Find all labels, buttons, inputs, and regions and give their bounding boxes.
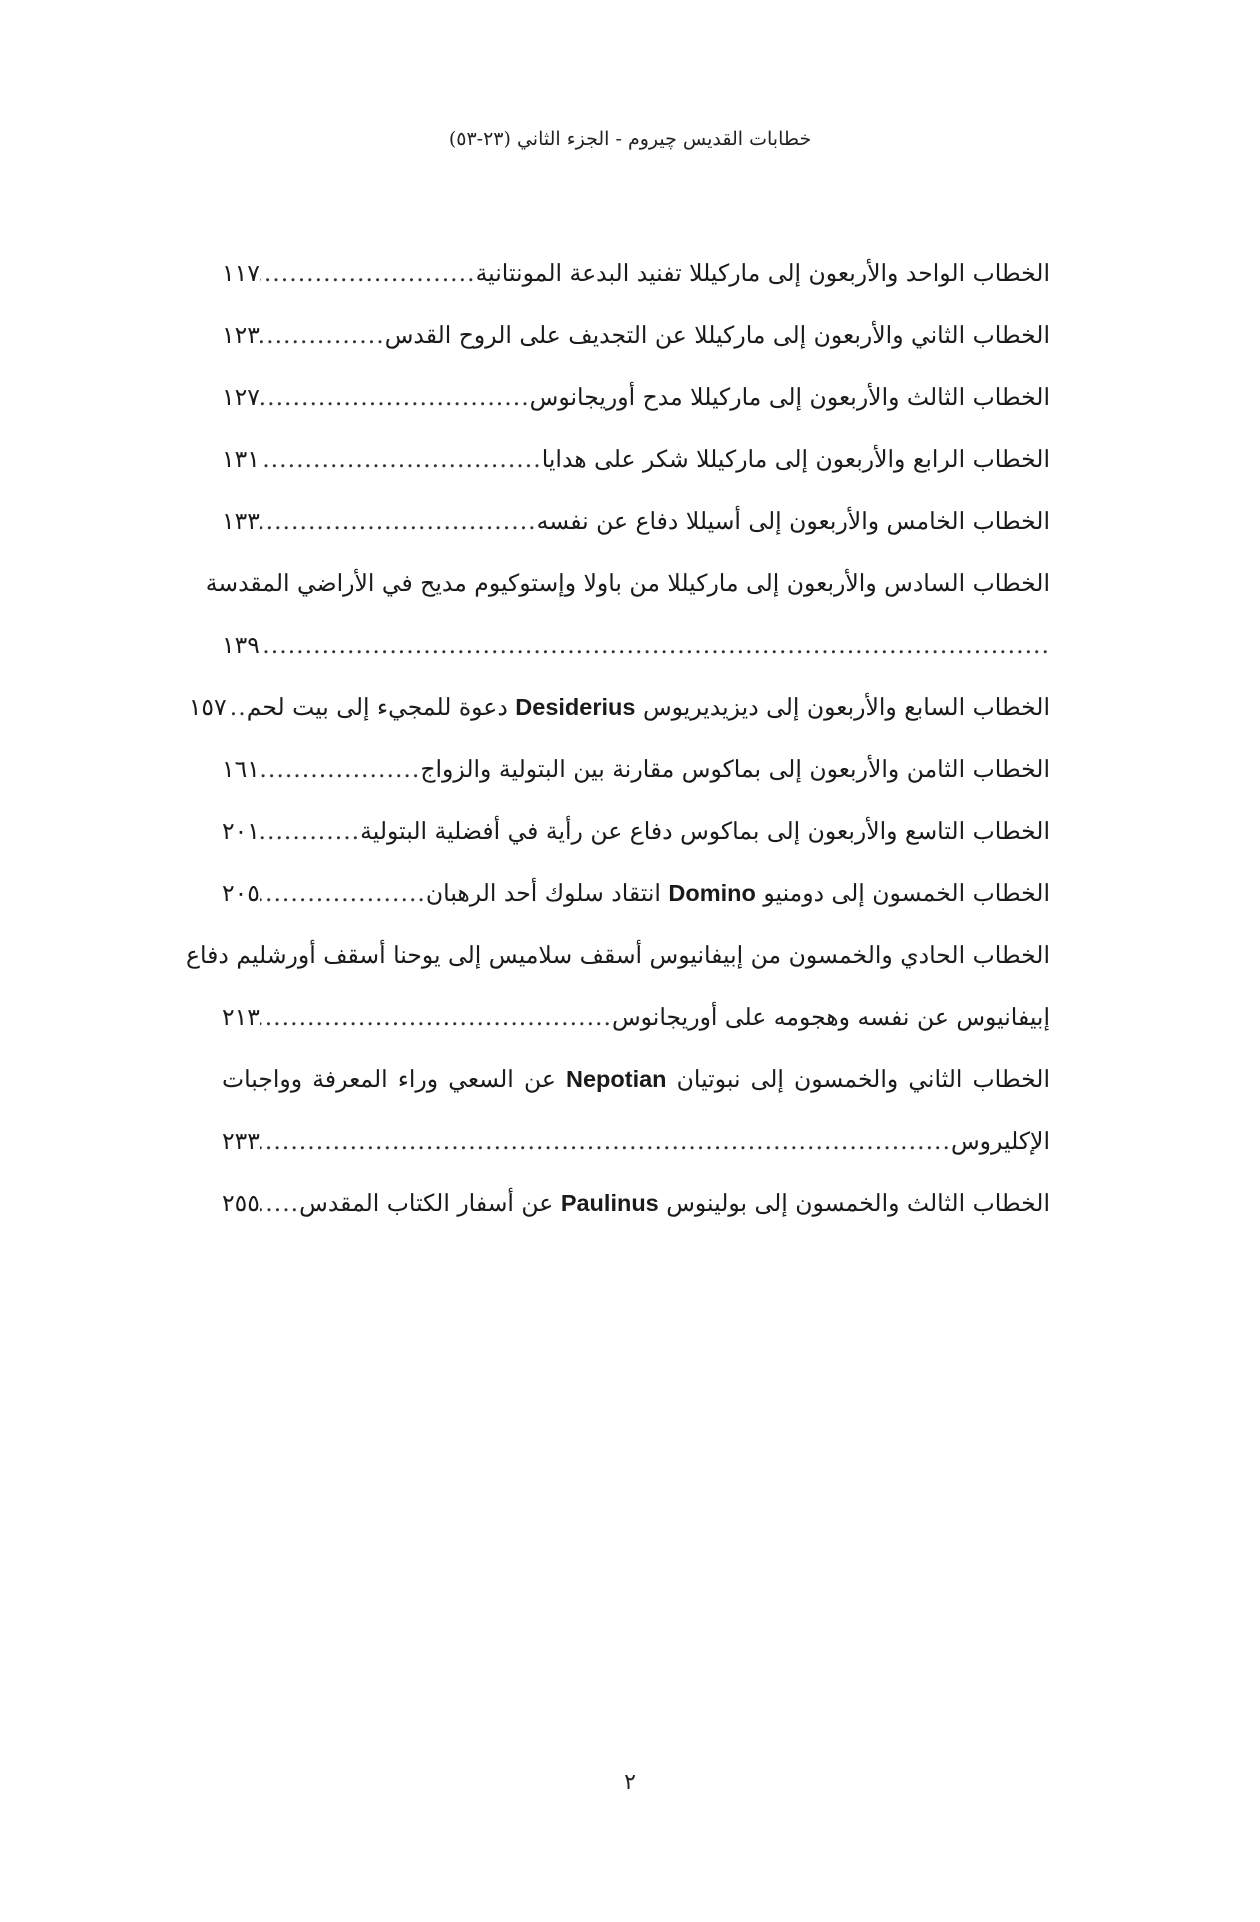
toc-entry-title: الخطاب السادس والأربعون إلى ماركيللا من باولا وإستوكيوم مديح في الأراضي المقدسة (205, 569, 1050, 597)
toc-entry-title: الخطاب الحادي والخمسون من إبيفانيوس أسقف سلاميس إلى يوحنا أسقف أورشليم دفاع (185, 941, 1050, 969)
toc-entry (222, 1172, 1050, 1234)
toc-entry-page: ١٦١ (222, 755, 260, 783)
toc-entry (222, 428, 1050, 490)
toc-entry-page: ١٢٧ (222, 383, 260, 411)
toc-entry-page: ١٣٣ (222, 507, 260, 535)
toc-entry-line2 (222, 986, 1050, 1048)
dot-leader (260, 862, 426, 924)
toc-entry-line1 (222, 1048, 1050, 1110)
toc-entry (222, 738, 1050, 800)
dot-leader (260, 614, 1050, 676)
toc-entry (222, 242, 1050, 304)
toc-entry-title-part: عن أسفار الكتاب المقدس (299, 1189, 554, 1217)
toc-entry-title-part: دعوة للمجيء إلى بيت لحم (246, 693, 508, 721)
latin-name: Paulinus (560, 1190, 659, 1216)
table-of-contents (185, 242, 1050, 1234)
toc-entry-title-cont: الإكليروس (951, 1127, 1050, 1155)
toc-entry-title: الخطاب الخامس والأربعون إلى أسيللا دفاع عن نفسه (536, 507, 1050, 535)
toc-entry-title: الخطاب الرابع والأربعون إلى ماركيللا شكر على هدايا (541, 445, 1050, 473)
latin-name: Nepotian (566, 1066, 667, 1092)
toc-entry-title-part: عن السعي وراء المعرفة وواجبات (222, 1065, 556, 1093)
dot-leader (260, 1172, 299, 1234)
toc-entry-title-cont: إبيفانيوس عن نفسه وهجومه على أوريجانوس (611, 1003, 1050, 1031)
toc-entry-line2 (222, 1110, 1050, 1172)
toc-entry-title: الخطاب الثامن والأربعون إلى بماكوس مقارنة بين البتولية والزواج (420, 755, 1050, 783)
toc-entry-page: ٢٣٣ (222, 1127, 260, 1155)
toc-entry-title-part: الخطاب الخمسون إلى دومنيو (763, 879, 1050, 907)
toc-entry-title (299, 1172, 1050, 1234)
toc-entry-title-part: الخطاب الثاني والخمسون إلى نبوتيان (676, 1065, 1050, 1093)
toc-entry (222, 862, 1050, 924)
toc-entry-line1 (185, 924, 1050, 986)
toc-entry (222, 490, 1050, 552)
dot-leader (260, 242, 476, 304)
dot-leader (260, 986, 612, 1048)
dot-leader (260, 1110, 951, 1172)
toc-entry-page: ٢٥٥ (222, 1189, 260, 1217)
toc-entry-title-part: انتقاد سلوك أحد الرهبان (425, 879, 661, 907)
toc-entry-title: الخطاب الواحد والأربعون إلى ماركيللا تفنيد البدعة المونتانية (475, 259, 1050, 287)
toc-entry (222, 304, 1050, 366)
toc-entry-title (426, 862, 1050, 924)
toc-entry-line1 (205, 552, 1050, 614)
toc-entry-page: ١٢٣ (222, 321, 260, 349)
toc-entry-line2 (222, 614, 1050, 676)
dot-leader (260, 304, 385, 366)
toc-entry-title-part: الخطاب الثالث والخمسون إلى بولينوس (666, 1189, 1050, 1217)
running-head: خطابات القديس چيروم - الجزء الثاني (٢٣-٥٣) (448, 128, 812, 150)
toc-entry-title: الخطاب الثاني والأربعون إلى ماركيللا عن التجديف على الروح القدس (384, 321, 1050, 349)
toc-entry-title: الخطاب التاسع والأربعون إلى بماكوس دفاع عن رأية في أفضلية البتولية (360, 817, 1050, 845)
toc-entry (188, 676, 1050, 738)
latin-name: Desiderius (515, 694, 636, 720)
dot-leader (260, 428, 542, 490)
toc-entry-title (247, 676, 1050, 738)
toc-entry-title: الخطاب الثالث والأربعون إلى ماركيللا مدح أوريجانوس (529, 383, 1050, 411)
toc-entry-page: ١٣٩ (222, 631, 260, 659)
toc-entry-title-part: الخطاب السابع والأربعون إلى ديزيديريوس (642, 693, 1050, 721)
toc-entry-page: ١٥٧ (188, 693, 227, 721)
toc-entry-page: ١١٧ (222, 259, 260, 287)
dot-leader (260, 490, 537, 552)
latin-name: Domino (668, 880, 756, 906)
toc-entry-page: ٢١٣ (222, 1003, 260, 1031)
toc-entry-page: ٢٠١ (222, 817, 260, 845)
dot-leader (260, 738, 420, 800)
toc-entry (222, 800, 1050, 862)
toc-entry-page: ١٣١ (222, 445, 260, 473)
page-number: ٢ (624, 1770, 636, 1795)
dot-leader (260, 366, 530, 428)
dot-leader (260, 800, 360, 862)
dot-leader (227, 676, 247, 738)
toc-entry (222, 366, 1050, 428)
toc-entry-page: ٢٠٥ (222, 879, 260, 907)
